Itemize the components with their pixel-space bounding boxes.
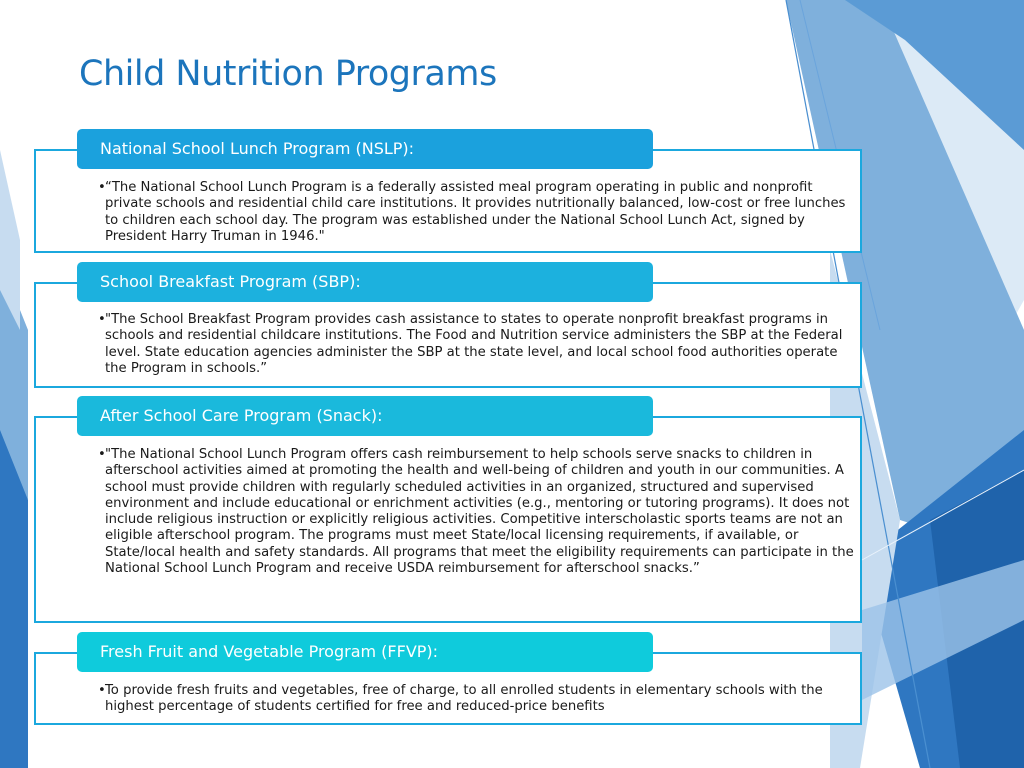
section-description: "The National School Lunch Program offers cash reimbursement to help schools serve snacks to children in afterschool activities aimed at promoting the health and well-being of children and youth in our communities. A school must provide children with regularly scheduled activities in an organized, structured and supervised environment and include educational or enrichment activities (e.g., mentoring or tutoring programs). It does not include religious instruction or explicitly religious activities. Competitive interscholastic sports teams are not an eligible afterschool program. The programs must meet State/local licensing requirements, if available, or State/local health and safety standards. All programs that meet the eligibility requirements can participate in the National School Lunch Program and receive USDA reimbursement for afterschool snacks.” xyxy=(105,447,854,577)
section-heading-ffvp: Fresh Fruit and Vegetable Program (FFVP): xyxy=(77,632,653,672)
slide-title: Child Nutrition Programs xyxy=(79,54,497,94)
bullet-icon: • xyxy=(98,683,106,698)
section-text-ffvp xyxy=(64,683,860,716)
section-heading-snack: After School Care Program (Snack): xyxy=(77,396,653,436)
section-description: "The School Breakfast Program provides cash assistance to states to operate nonprofit breakfast programs in schools and residential childcare institutions. The Food and Nutrition service administers the SBP at the Federal level. State education agencies administer the SBP at the state level, and local school food authorities operate the Program in schools.” xyxy=(105,312,843,376)
section-heading-nslp: National School Lunch Program (NSLP): xyxy=(77,129,653,169)
bullet-icon: • xyxy=(98,180,106,195)
section-text-snack xyxy=(64,447,860,577)
bullet-icon: • xyxy=(98,312,106,327)
bullet-icon: • xyxy=(98,447,106,462)
section-description: “The National School Lunch Program is a federally assisted meal program operating in public and nonprofit private schools and residential child care institutions. It provides nutritionally balanced, low-cost or free lunches to children each school day. The program was established under the National School Lunch Act, signed by President Harry Truman in 1946." xyxy=(105,180,846,244)
section-heading-sbp: School Breakfast Program (SBP): xyxy=(77,262,653,302)
section-text-nslp xyxy=(64,180,860,245)
section-text-sbp xyxy=(64,312,860,377)
section-description: To provide fresh fruits and vegetables, free of charge, to all enrolled students in elementary schools with the highest percentage of students certified for free and reduced-price benefits xyxy=(105,683,823,715)
